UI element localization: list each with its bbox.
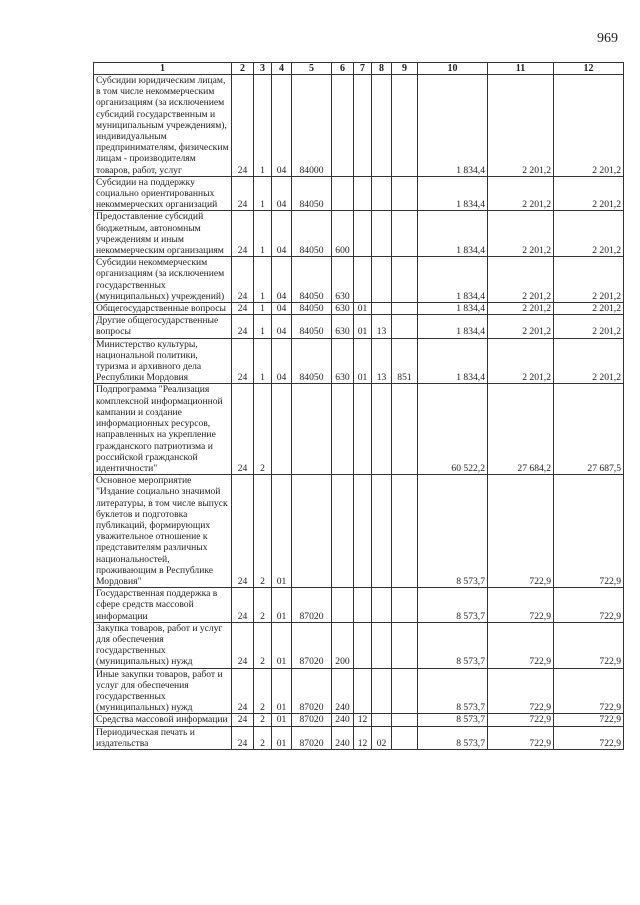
row-value-cell: 2 201,2 xyxy=(488,257,554,303)
row-value-cell: 2 201,2 xyxy=(554,211,624,257)
table-row xyxy=(94,622,624,668)
row-value-cell xyxy=(392,714,418,726)
row-value-cell: 04 xyxy=(272,315,292,338)
page-number: 969 xyxy=(597,31,618,46)
row-value-cell xyxy=(372,622,392,668)
row-value-cell: 2 xyxy=(254,384,272,475)
row-value-cell: 8 573,7 xyxy=(418,714,488,726)
row-value-cell xyxy=(354,257,372,303)
row-value-cell: 01 xyxy=(354,303,372,315)
row-name-cell: Закупка товаров, работ и услуг для обеспечения государственных (муниципальных) нужд xyxy=(94,622,232,668)
row-value-cell xyxy=(332,588,354,623)
row-value-cell: 13 xyxy=(372,338,392,384)
table-row xyxy=(94,315,624,338)
table-row xyxy=(94,726,624,749)
row-value-cell xyxy=(354,211,372,257)
row-value-cell: 2 201,2 xyxy=(488,211,554,257)
row-value-cell: 851 xyxy=(392,338,418,384)
row-value-cell xyxy=(354,622,372,668)
row-value-cell: 24 xyxy=(232,668,254,714)
row-value-cell xyxy=(372,257,392,303)
row-value-cell xyxy=(392,622,418,668)
row-name-cell: Средства массовой информации xyxy=(94,714,232,726)
row-value-cell: 2 201,2 xyxy=(554,315,624,338)
row-value-cell: 12 xyxy=(354,726,372,749)
row-value-cell xyxy=(354,588,372,623)
col-header: 2 xyxy=(232,63,254,75)
col-header: 10 xyxy=(418,63,488,75)
row-value-cell: 24 xyxy=(232,315,254,338)
row-name-cell: Другие общегосударственные вопросы xyxy=(94,315,232,338)
row-value-cell xyxy=(372,384,392,475)
row-value-cell xyxy=(354,668,372,714)
row-value-cell: 84050 xyxy=(292,176,332,211)
row-name-cell: Периодическая печать и издательства xyxy=(94,726,232,749)
row-value-cell: 84050 xyxy=(292,303,332,315)
row-value-cell: 722,9 xyxy=(488,475,554,588)
row-value-cell: 630 xyxy=(332,315,354,338)
col-header: 7 xyxy=(354,63,372,75)
col-header: 9 xyxy=(392,63,418,75)
row-value-cell: 2 xyxy=(254,475,272,588)
table-row xyxy=(94,338,624,384)
row-value-cell: 01 xyxy=(272,726,292,749)
row-value-cell: 87020 xyxy=(292,622,332,668)
row-value-cell: 84050 xyxy=(292,315,332,338)
row-value-cell: 240 xyxy=(332,668,354,714)
row-value-cell: 84050 xyxy=(292,211,332,257)
row-value-cell: 01 xyxy=(354,315,372,338)
table-row xyxy=(94,475,624,588)
row-value-cell: 1 834,4 xyxy=(418,211,488,257)
row-name-cell: Субсидии некоммерческим организациям (за исключением государственных (муниципальных) учреждений) xyxy=(94,257,232,303)
row-value-cell: 2 201,2 xyxy=(488,303,554,315)
col-header: 11 xyxy=(488,63,554,75)
row-value-cell xyxy=(392,176,418,211)
row-value-cell: 722,9 xyxy=(554,668,624,714)
col-header: 12 xyxy=(554,63,624,75)
row-value-cell xyxy=(332,475,354,588)
row-name-cell: Министерство культуры, национальной политики, туризма и архивного дела Республики Мордовия xyxy=(94,338,232,384)
row-value-cell xyxy=(354,75,372,177)
row-name-cell: Государственная поддержка в сфере средств массовой информации xyxy=(94,588,232,623)
row-value-cell xyxy=(392,475,418,588)
row-value-cell: 722,9 xyxy=(488,726,554,749)
row-value-cell: 2 201,2 xyxy=(488,338,554,384)
row-value-cell: 2 201,2 xyxy=(488,75,554,177)
row-value-cell: 12 xyxy=(354,714,372,726)
row-value-cell: 01 xyxy=(272,622,292,668)
row-value-cell: 630 xyxy=(332,257,354,303)
table-row xyxy=(94,588,624,623)
row-value-cell: 24 xyxy=(232,303,254,315)
row-value-cell: 02 xyxy=(372,726,392,749)
row-value-cell: 87020 xyxy=(292,726,332,749)
row-value-cell xyxy=(372,714,392,726)
row-value-cell: 722,9 xyxy=(488,668,554,714)
row-value-cell: 8 573,7 xyxy=(418,622,488,668)
row-value-cell: 87020 xyxy=(292,588,332,623)
row-value-cell: 2 xyxy=(254,588,272,623)
row-value-cell xyxy=(354,475,372,588)
row-value-cell: 2 201,2 xyxy=(554,338,624,384)
row-value-cell: 1 xyxy=(254,211,272,257)
col-header: 3 xyxy=(254,63,272,75)
row-value-cell xyxy=(354,176,372,211)
table-row xyxy=(94,257,624,303)
row-value-cell: 24 xyxy=(232,714,254,726)
row-value-cell xyxy=(372,211,392,257)
row-value-cell xyxy=(392,75,418,177)
row-name-cell: Субсидии на поддержку социально ориентированных некоммерческих организаций xyxy=(94,176,232,211)
row-value-cell: 1 xyxy=(254,75,272,177)
row-value-cell: 24 xyxy=(232,726,254,749)
row-value-cell xyxy=(272,384,292,475)
row-value-cell: 84050 xyxy=(292,257,332,303)
row-value-cell: 2 201,2 xyxy=(488,315,554,338)
col-header: 1 xyxy=(94,63,232,75)
row-value-cell xyxy=(372,75,392,177)
row-name-cell: Субсидии юридическим лицам, в том числе некоммерческим организациям (за исключением субсидий государственным и муниципальным учреждениям), индивидуальным предпринимателям, физическим лицам - производителям товаров, работ, услуг xyxy=(94,75,232,177)
row-value-cell xyxy=(292,475,332,588)
table-row xyxy=(94,176,624,211)
row-name-cell: Предоставление субсидий бюджетным, автономным учреждениям и иным некоммерческим организациям xyxy=(94,211,232,257)
row-value-cell: 01 xyxy=(354,338,372,384)
row-value-cell xyxy=(372,176,392,211)
row-value-cell: 01 xyxy=(272,475,292,588)
row-value-cell: 27 687,5 xyxy=(554,384,624,475)
row-value-cell: 01 xyxy=(272,714,292,726)
row-value-cell: 84000 xyxy=(292,75,332,177)
row-value-cell: 1 834,4 xyxy=(418,176,488,211)
row-value-cell xyxy=(332,75,354,177)
row-value-cell: 722,9 xyxy=(554,475,624,588)
row-value-cell: 24 xyxy=(232,257,254,303)
row-value-cell: 87020 xyxy=(292,668,332,714)
row-value-cell xyxy=(372,475,392,588)
row-value-cell: 2 201,2 xyxy=(554,176,624,211)
row-value-cell: 1 xyxy=(254,176,272,211)
row-value-cell: 630 xyxy=(332,303,354,315)
row-name-cell: Основное мероприятие "Издание социально значимой литературы, в том числе выпуск буклетов и подготовка публикаций, формирующих уважительное отношение к представителям различных национальностей, проживающим в Республике Мордовия" xyxy=(94,475,232,588)
row-value-cell: 722,9 xyxy=(554,622,624,668)
row-value-cell: 722,9 xyxy=(554,588,624,623)
row-value-cell xyxy=(354,384,372,475)
row-value-cell: 1 834,4 xyxy=(418,315,488,338)
row-value-cell: 2 201,2 xyxy=(554,257,624,303)
row-value-cell xyxy=(332,176,354,211)
table-row xyxy=(94,75,624,177)
row-value-cell: 1 xyxy=(254,257,272,303)
row-value-cell: 04 xyxy=(272,257,292,303)
row-value-cell: 2 201,2 xyxy=(554,303,624,315)
row-value-cell: 24 xyxy=(232,211,254,257)
row-value-cell xyxy=(372,303,392,315)
row-value-cell: 04 xyxy=(272,338,292,384)
row-value-cell: 27 684,2 xyxy=(488,384,554,475)
row-value-cell: 1 xyxy=(254,338,272,384)
row-value-cell xyxy=(392,257,418,303)
row-value-cell: 04 xyxy=(272,176,292,211)
row-value-cell: 8 573,7 xyxy=(418,726,488,749)
row-value-cell: 200 xyxy=(332,622,354,668)
row-value-cell: 01 xyxy=(272,588,292,623)
row-value-cell xyxy=(392,315,418,338)
row-value-cell: 24 xyxy=(232,384,254,475)
budget-table xyxy=(93,62,624,750)
row-value-cell: 2 xyxy=(254,668,272,714)
row-value-cell: 01 xyxy=(272,668,292,714)
table-body xyxy=(94,75,624,750)
col-header: 8 xyxy=(372,63,392,75)
row-value-cell: 8 573,7 xyxy=(418,475,488,588)
row-value-cell xyxy=(392,303,418,315)
row-name-cell: Иные закупки товаров, работ и услуг для обеспечения государственных (муниципальных) нужд xyxy=(94,668,232,714)
table-row xyxy=(94,384,624,475)
row-value-cell xyxy=(392,588,418,623)
row-value-cell xyxy=(292,384,332,475)
row-value-cell: 722,9 xyxy=(488,622,554,668)
row-value-cell: 2 201,2 xyxy=(554,75,624,177)
row-value-cell: 24 xyxy=(232,75,254,177)
row-value-cell: 24 xyxy=(232,176,254,211)
row-value-cell: 04 xyxy=(272,75,292,177)
row-value-cell: 1 834,4 xyxy=(418,75,488,177)
row-value-cell: 240 xyxy=(332,714,354,726)
row-value-cell: 722,9 xyxy=(554,714,624,726)
row-name-cell: Подпрограмма "Реализация комплексной информационной кампании и создание информационных ресурсов, направленных на укрепление гражданского патриотизма и российской гражданской идентичности" xyxy=(94,384,232,475)
table-row xyxy=(94,211,624,257)
row-value-cell: 630 xyxy=(332,338,354,384)
row-name-cell: Общегосударственные вопросы xyxy=(94,303,232,315)
row-value-cell: 2 xyxy=(254,714,272,726)
row-value-cell: 722,9 xyxy=(554,726,624,749)
row-value-cell: 600 xyxy=(332,211,354,257)
row-value-cell: 24 xyxy=(232,622,254,668)
row-value-cell: 13 xyxy=(372,315,392,338)
table-row xyxy=(94,668,624,714)
row-value-cell: 24 xyxy=(232,475,254,588)
row-value-cell: 722,9 xyxy=(488,588,554,623)
row-value-cell: 2 201,2 xyxy=(488,176,554,211)
col-header: 6 xyxy=(332,63,354,75)
row-value-cell xyxy=(392,668,418,714)
row-value-cell: 1 834,4 xyxy=(418,338,488,384)
row-value-cell: 2 xyxy=(254,726,272,749)
row-value-cell: 24 xyxy=(232,338,254,384)
row-value-cell xyxy=(392,211,418,257)
row-value-cell: 1 834,4 xyxy=(418,257,488,303)
row-value-cell: 722,9 xyxy=(488,714,554,726)
row-value-cell: 04 xyxy=(272,211,292,257)
row-value-cell xyxy=(392,384,418,475)
row-value-cell xyxy=(392,726,418,749)
row-value-cell: 8 573,7 xyxy=(418,668,488,714)
row-value-cell: 60 522,2 xyxy=(418,384,488,475)
row-value-cell: 87020 xyxy=(292,714,332,726)
row-value-cell: 1 xyxy=(254,303,272,315)
row-value-cell xyxy=(372,588,392,623)
row-value-cell: 84050 xyxy=(292,338,332,384)
row-value-cell: 24 xyxy=(232,588,254,623)
row-value-cell: 240 xyxy=(332,726,354,749)
table-row xyxy=(94,303,624,315)
header-row xyxy=(94,63,624,75)
col-header: 4 xyxy=(272,63,292,75)
row-value-cell: 8 573,7 xyxy=(418,588,488,623)
table-row xyxy=(94,714,624,726)
row-value-cell: 1 xyxy=(254,315,272,338)
row-value-cell xyxy=(332,384,354,475)
row-value-cell: 04 xyxy=(272,303,292,315)
row-value-cell: 2 xyxy=(254,622,272,668)
col-header: 5 xyxy=(292,63,332,75)
row-value-cell: 1 834,4 xyxy=(418,303,488,315)
row-value-cell xyxy=(372,668,392,714)
